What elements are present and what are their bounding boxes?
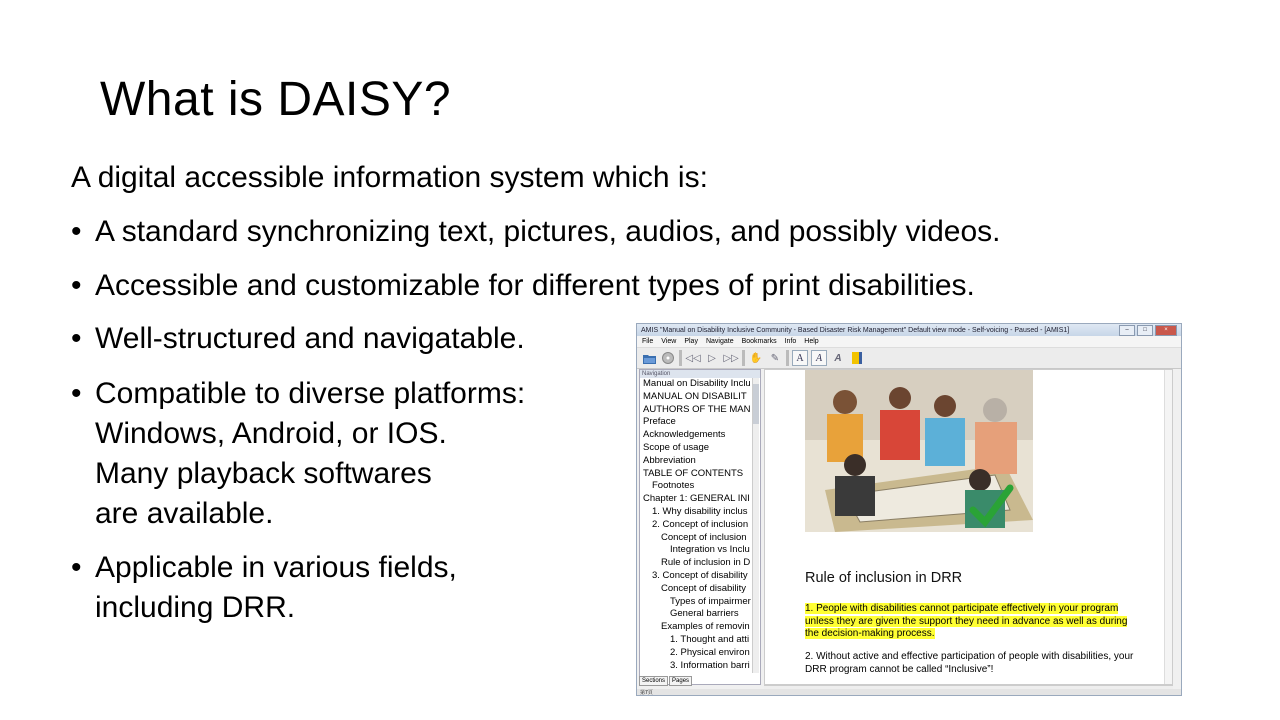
nav-header: Navigation [640, 370, 760, 378]
bullet-line: Compatible to diverse platforms: [95, 377, 526, 410]
bullet-dot: • [71, 377, 82, 410]
bullet-text [95, 374, 525, 534]
nav-tree-item[interactable]: Acknowledgements [643, 429, 726, 441]
nav-tabs [639, 676, 692, 686]
slide-intro: A digital accessible information system which is: [71, 161, 708, 194]
bullet-dot: • [71, 269, 82, 302]
bullet-text [95, 266, 975, 306]
nav-tree-item[interactable]: MANUAL ON DISABILIT [643, 390, 747, 402]
nav-tree-item[interactable]: Concept of inclusion [661, 531, 747, 543]
nav-tree-item[interactable]: Footnotes [652, 480, 695, 492]
content-pane [764, 369, 1173, 685]
play-icon[interactable]: ▷ [708, 352, 716, 364]
nav-tree-item[interactable]: 3. Information barri [670, 659, 750, 671]
nav-tree-item[interactable]: Rule of inclusion in D [661, 557, 751, 569]
bullet-line: including DRR. [95, 591, 296, 624]
bullet-line: Many playback softwares [95, 457, 432, 490]
menu-item-play[interactable]: Play [684, 338, 698, 345]
bullet-text [95, 319, 525, 359]
nav-scroll-thumb[interactable] [753, 384, 759, 424]
hand-icon[interactable]: ✋ [749, 352, 763, 364]
nav-tree-item[interactable]: Integration vs Inclu [670, 544, 750, 556]
window-titlebar[interactable] [637, 324, 1181, 336]
bullet-line: A standard synchronizing text, pictures, audios, and possibly videos. [95, 215, 1001, 248]
nav-tree-item[interactable]: 3. Concept of disability [652, 569, 748, 581]
nav-tree-item[interactable]: Concept of disability [661, 582, 747, 594]
font-style-icon[interactable]: A [834, 352, 842, 364]
close-button[interactable]: × [1155, 325, 1177, 336]
nav-tree-item[interactable]: 1. Thought and atti [670, 633, 750, 645]
toolbar-separator [679, 350, 682, 366]
window-controls [1119, 325, 1177, 336]
font-small-icon[interactable]: A [792, 350, 808, 366]
menu-item-info[interactable]: Info [784, 338, 797, 345]
paragraph: 2. Without active and effective participation of people with disabilities, your DRR program cannot be called “Inclusive”! [805, 651, 1134, 675]
nav-tree-item[interactable]: Examples of removin [661, 621, 750, 633]
bullet-line: Well-structured and navigatable. [95, 322, 525, 355]
content-heading: Rule of inclusion in DRR [805, 570, 963, 586]
nav-tree-item[interactable]: 2. Physical environ [670, 646, 750, 658]
nav-tree [640, 378, 760, 672]
highlighted-text: 1. People with disabilities cannot participate effectively in your program unless they are given the support they need in advance as well as during the decision-making process. [805, 603, 1128, 639]
bullet-dot: • [71, 322, 82, 355]
menu-item-help[interactable]: Help [804, 338, 819, 345]
nav-tree-item[interactable]: TABLE OF CONTENTS [643, 467, 744, 479]
menu-item-navigate[interactable]: Navigate [705, 338, 734, 345]
font-large-icon[interactable]: A [811, 350, 827, 366]
nav-tree-item[interactable]: Manual on Disability Inclu [643, 378, 751, 389]
nav-tree-item[interactable]: Abbreviation [643, 454, 696, 466]
nav-tree-item[interactable]: Preface [643, 416, 676, 428]
maximize-button[interactable]: □ [1137, 325, 1153, 336]
menu-item-file[interactable]: File [642, 338, 654, 345]
nav-tree-item[interactable]: 1. Why disability inclus [652, 505, 748, 517]
nav-tree-item[interactable]: General barriers [670, 608, 739, 620]
toolbar-separator [786, 350, 789, 366]
nav-tab-pages[interactable]: Pages [669, 676, 692, 686]
nav-tree-item[interactable]: Types of impairmer [670, 595, 751, 607]
toolbar [637, 348, 1181, 369]
community-meeting-illustration [805, 370, 1033, 532]
bullet-dot: • [71, 551, 82, 584]
status-bar: 第7頁 [637, 689, 1182, 695]
minimize-button[interactable]: – [1119, 325, 1135, 336]
slide-title: What is DAISY? [100, 73, 452, 126]
bullet-line: Applicable in various fields, [95, 551, 457, 584]
nav-tree-item[interactable]: Chapter 1: GENERAL INI [643, 493, 750, 505]
skip-forward-icon[interactable]: ▷▷ [723, 352, 739, 364]
nav-tree-item[interactable]: Scope of usage [643, 441, 710, 453]
disc-icon[interactable] [660, 350, 676, 366]
menu-item-bookmarks[interactable]: Bookmarks [741, 338, 777, 345]
bullet-line: Windows, Android, or IOS. [95, 417, 447, 450]
bullet-dot: • [71, 215, 82, 248]
window-title: AMIS "Manual on Disability Inclusive Community - Based Disaster Risk Management" Default view mode - Self-voicing - Paused - [AMIS1] [641, 326, 1070, 334]
content-scrollbar[interactable] [1164, 370, 1172, 685]
navigation-panel [639, 369, 761, 685]
tools-icon[interactable]: ✎ [770, 352, 780, 364]
menu-item-view[interactable]: View [661, 338, 677, 345]
nav-tree-item[interactable]: 2. Concept of inclusion [652, 518, 749, 530]
menu-bar [637, 336, 1181, 348]
highlight-icon[interactable] [849, 350, 865, 366]
open-folder-icon[interactable] [641, 350, 657, 366]
bullet-text [95, 548, 457, 628]
skip-back-icon[interactable]: ◁◁ [685, 352, 701, 364]
highlighted-paragraph [805, 603, 1135, 641]
bullet-line: Accessible and customizable for different types of print disabilities. [95, 269, 975, 302]
nav-tree-item[interactable]: AUTHORS OF THE MAN [643, 403, 751, 415]
bullet-line: are available. [95, 497, 274, 530]
toolbar-separator [742, 350, 745, 366]
amis-app-window [636, 323, 1182, 696]
nav-tab-sections[interactable]: Sections [639, 676, 668, 686]
bullet-text [95, 212, 1001, 252]
nav-scrollbar[interactable] [752, 378, 759, 673]
